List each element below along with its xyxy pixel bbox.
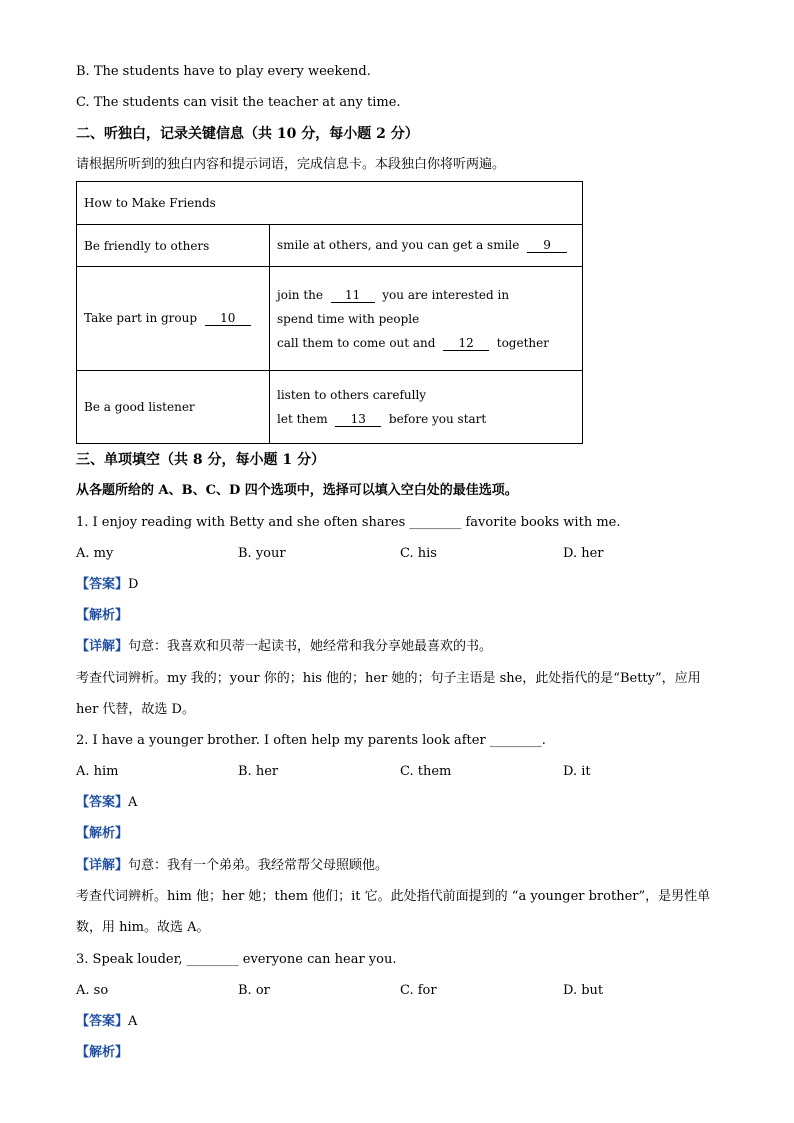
section3-heading: 三、单项填空（共 8 分，每小题 1 分） — [76, 452, 325, 468]
q2-detail-tag: 【详解】 — [76, 858, 129, 873]
row1-right — [270, 225, 583, 267]
option-b-text: B. The students have to play every weekend. — [76, 64, 371, 79]
q1-option-c: C. his — [400, 546, 437, 561]
q3-option-a: A. so — [76, 983, 109, 998]
q2-answer — [76, 794, 137, 812]
q1-stem: 1. I enjoy reading with Betty and she often shares ________ favorite books with me. — [76, 515, 621, 530]
row3-line2-post: before you start — [388, 412, 487, 426]
q3-option-b: B. or — [238, 983, 270, 998]
q3-answer-value: A — [128, 1014, 138, 1029]
info-card-table — [76, 181, 583, 444]
q3-analysis-tag: 【解析】 — [76, 1045, 129, 1060]
q1-option-d: D. her — [563, 546, 604, 561]
table-title: How to Make Friends — [77, 182, 583, 225]
q3-options — [0, 982, 794, 1000]
section3-instruction: 从各题所给的 A、B、C、D 四个选项中，选择可以填入空白处的最佳选项。 — [76, 483, 518, 498]
blank-10: 10 — [205, 311, 251, 326]
row3-right — [270, 371, 583, 444]
blank-11: 11 — [331, 288, 375, 303]
row2-left-text: Take part in group — [84, 311, 198, 325]
row2-line3-post: together — [496, 335, 549, 350]
blank-9: 9 — [527, 238, 567, 253]
row3-line1: listen to others carefully — [277, 388, 427, 402]
q1-answer-tag: 【答案】 — [76, 577, 129, 592]
row1-right-text: smile at others, and you can get a smile — [277, 238, 520, 252]
q2-explain-line2: 数，用 him。故选 A。 — [76, 920, 210, 935]
q2-answer-value: A — [128, 795, 138, 810]
q1-detail-tag: 【详解】 — [76, 639, 129, 654]
row2-line2: spend time with people — [277, 311, 420, 326]
q2-analysis-tag: 【解析】 — [76, 826, 129, 841]
q1-option-a: A. my — [76, 546, 114, 561]
q2-option-c: C. them — [400, 764, 452, 779]
row2-left — [77, 267, 270, 371]
row2-right — [270, 267, 583, 371]
q2-detail-text: 句意：我有一个弟弟。我经常帮父母照顾他。 — [128, 858, 389, 873]
q2-answer-tag: 【答案】 — [76, 795, 129, 810]
q1-explain-line1: 考查代词辨析。my 我的；your 你的；his 他的；her 她的；句子主语是 she，此处指代的是“Betty”，应用 — [76, 671, 701, 686]
q1-answer-value: D — [128, 577, 139, 592]
section2-heading: 二、听独白，记录关键信息（共 10 分，每小题 2 分） — [76, 126, 419, 142]
row2-line1 — [277, 287, 575, 303]
row2-line1-pre: join the — [277, 287, 323, 302]
q3-option-c: C. for — [400, 983, 437, 998]
q1-detail — [76, 638, 492, 656]
row2-line1-post: you are interested in — [382, 287, 510, 302]
q2-stem: 2. I have a younger brother. I often help my parents look after ________. — [76, 733, 546, 748]
q3-answer — [76, 1013, 137, 1031]
q2-option-a: A. him — [76, 764, 119, 779]
q3-stem: 3. Speak louder, ________ everyone can hear you. — [76, 952, 397, 967]
row2-line3 — [277, 335, 575, 351]
row3-line2 — [277, 411, 575, 427]
blank-12: 12 — [443, 336, 489, 351]
q1-options — [0, 545, 794, 563]
q2-option-b: B. her — [238, 764, 279, 779]
row3-line2-pre: let them — [277, 412, 328, 426]
row1-left: Be friendly to others — [77, 225, 270, 267]
row3-left: Be a good listener — [77, 371, 270, 444]
q2-options — [0, 763, 794, 781]
q1-explain-line2: her 代替，故选 D。 — [76, 702, 195, 717]
q3-answer-tag: 【答案】 — [76, 1014, 129, 1029]
q2-explain-line1: 考查代词辨析。him 他；her 她；them 他们；it 它。此处指代前面提到的 “a younger brother”，是男性单 — [76, 889, 711, 904]
blank-13: 13 — [335, 412, 381, 427]
q1-detail-text: 句意：我喜欢和贝蒂一起读书，她经常和我分享她最喜欢的书。 — [128, 639, 493, 654]
q1-option-b: B. your — [238, 546, 286, 561]
q2-detail — [76, 857, 388, 875]
q2-option-d: D. it — [563, 764, 591, 779]
q1-answer — [76, 576, 138, 594]
option-c-text: C. The students can visit the teacher at any time. — [76, 95, 401, 110]
section2-instruction: 请根据所听到的独白内容和提示词语，完成信息卡。本段独白你将听两遍。 — [76, 157, 506, 172]
row2-line3-pre: call them to come out and — [277, 335, 436, 350]
q3-option-d: D. but — [563, 983, 604, 998]
q1-analysis-tag: 【解析】 — [76, 608, 129, 623]
